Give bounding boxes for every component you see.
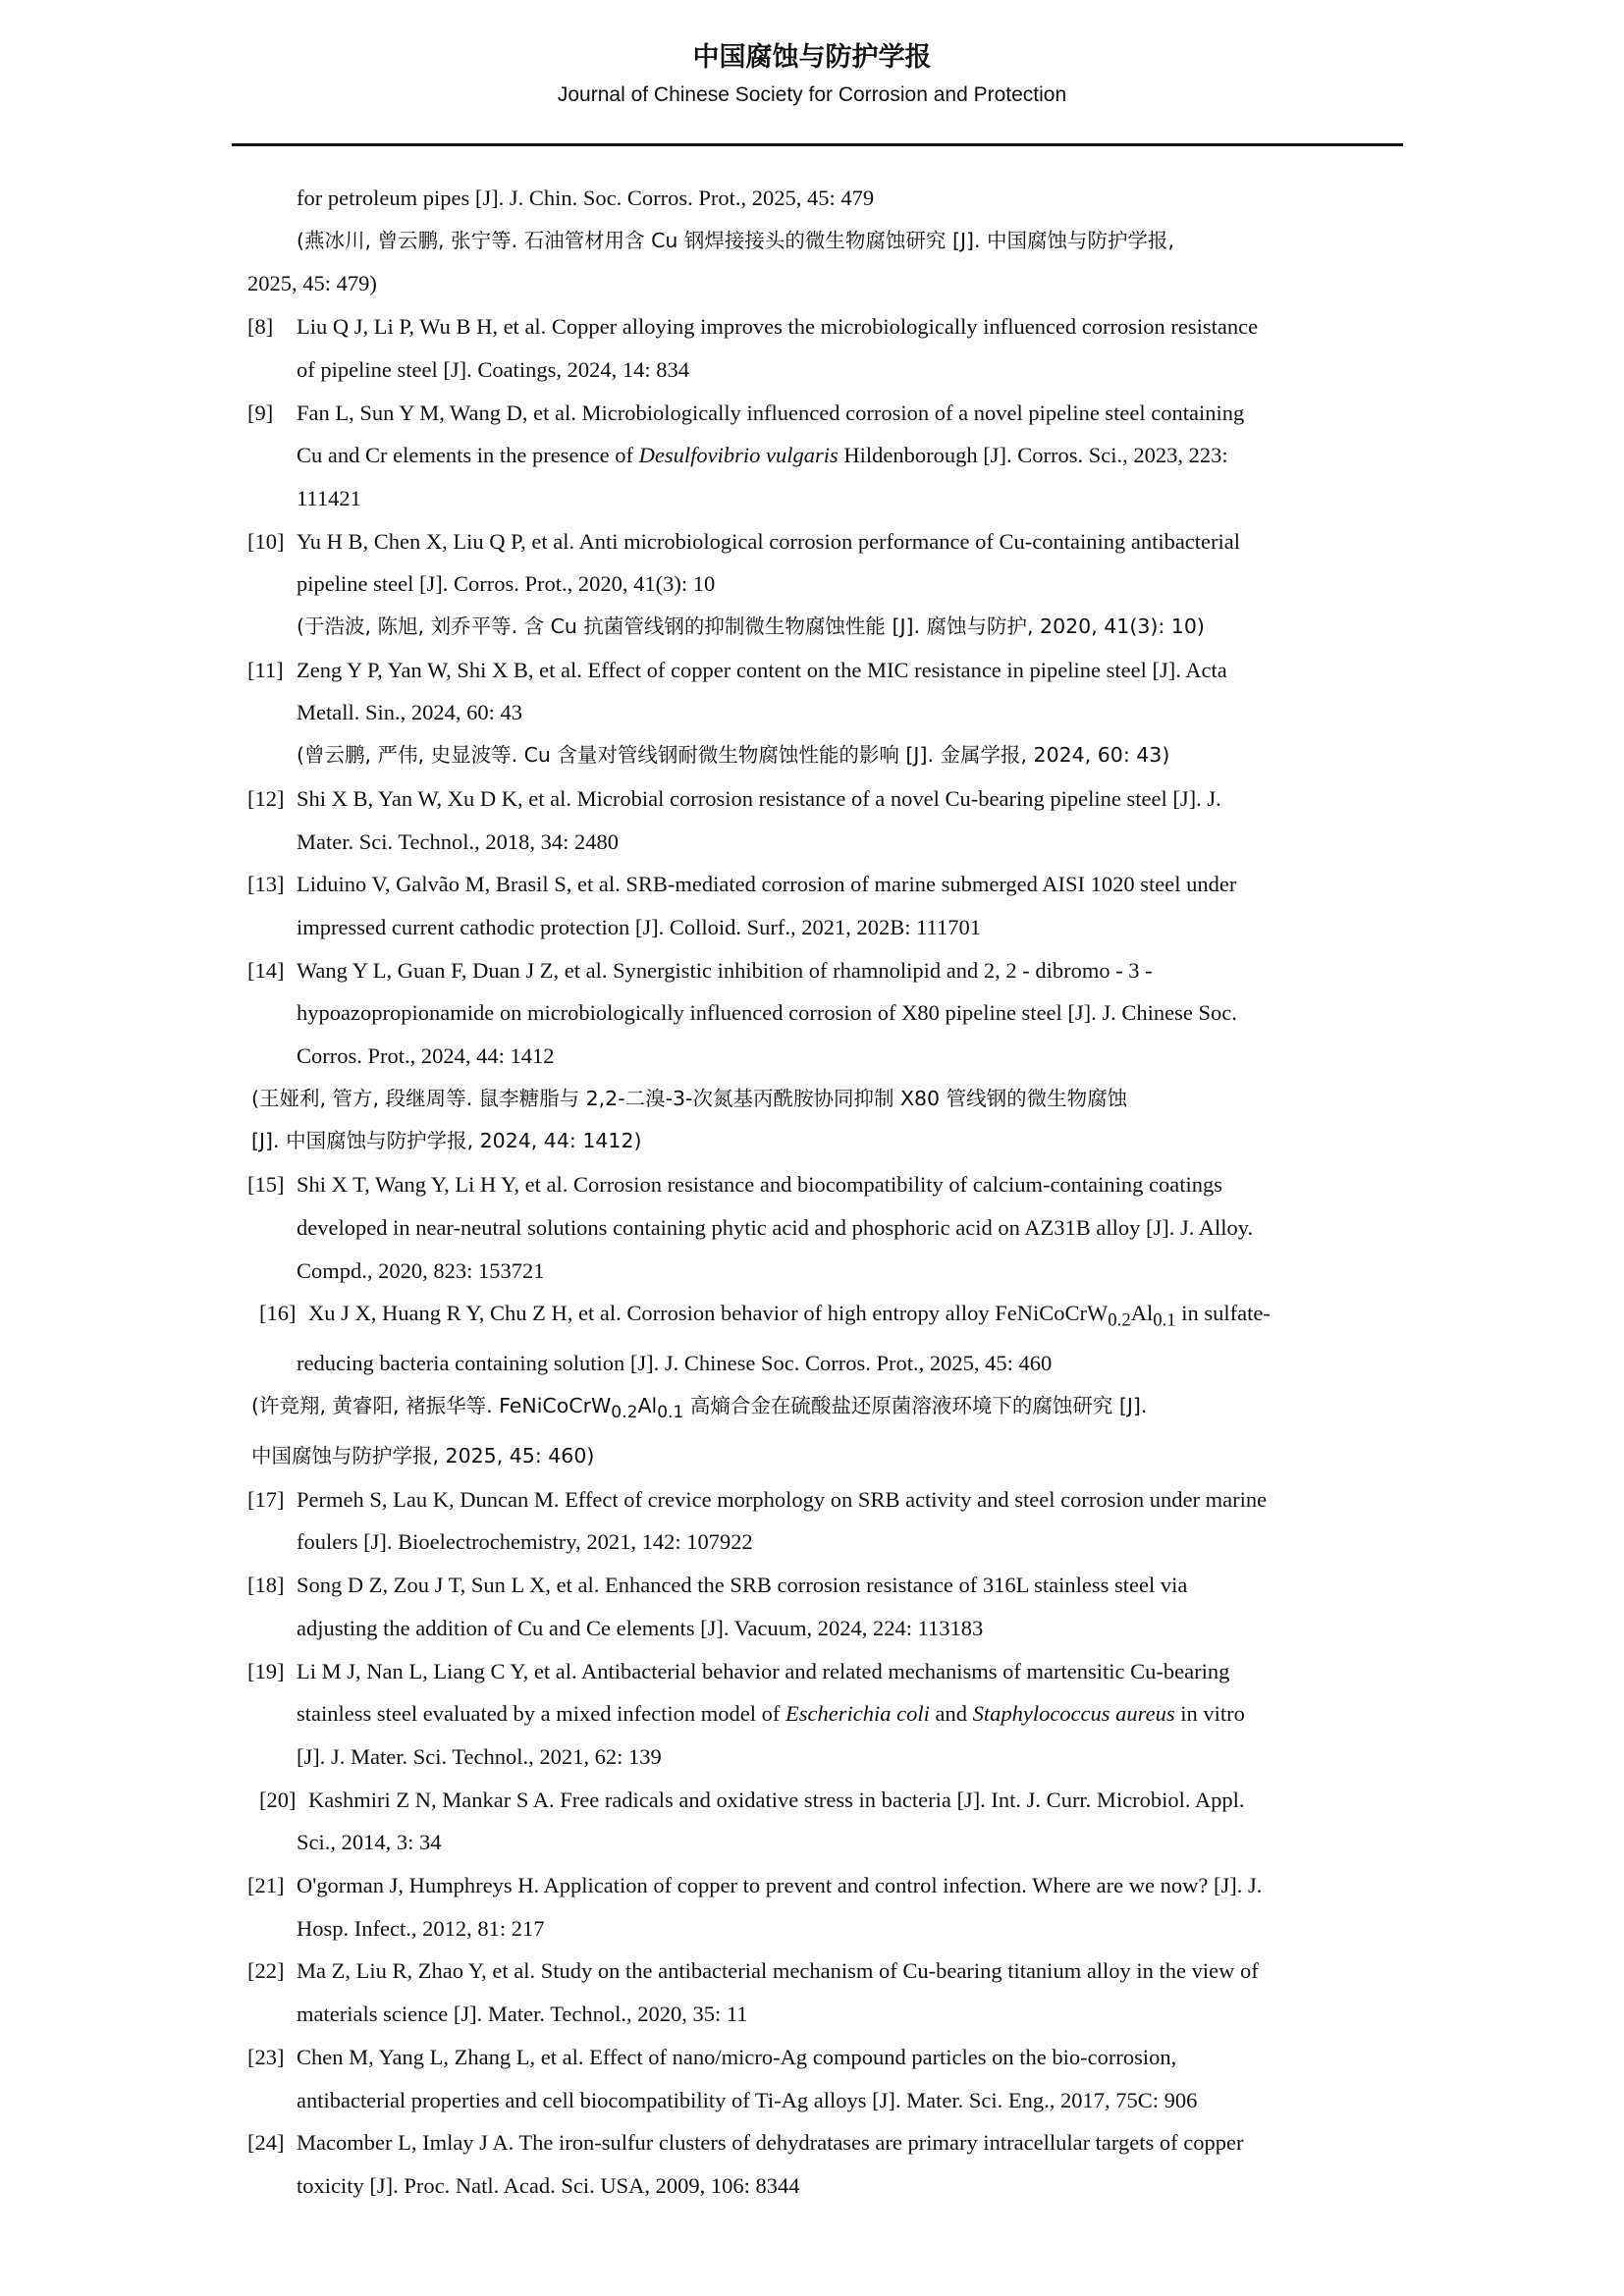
reference-text: stainless steel evaluated by a mixed infection model of: [297, 1701, 785, 1727]
reference-text: in vitro: [1174, 1701, 1245, 1727]
reference-line-cn: 中国腐蚀与防护学报, 2025, 45: 460): [251, 1443, 595, 1468]
reference-number: [16]: [259, 1301, 297, 1326]
reference-number: [13]: [247, 872, 285, 897]
reference-number: [17]: [247, 1486, 285, 1512]
reference-line: Shi X T, Wang Y, Li H Y, et al. Corrosion resistance and biocompatibility of calcium-containing coatings: [297, 1172, 1223, 1198]
reference-item-12: [247, 777, 1396, 863]
reference-item-21: [247, 1864, 1396, 1949]
reference-number: [12]: [247, 785, 285, 811]
reference-number: [18]: [247, 1573, 285, 1598]
reference-line: Wang Y L, Guan F, Duan J Z, et al. Synergistic inhibition of rhamnolipid and 2, 2 - dibromo - 3 -: [297, 957, 1153, 983]
subscript: 0.2: [611, 1403, 638, 1423]
reference-item-14: [247, 949, 1396, 1164]
reference-line: pipeline steel [J]. Corros. Prot., 2020, 41(3): 10: [297, 571, 716, 597]
reference-line: Kashmiri Z N, Mankar S A. Free radicals and oxidative stress in bacteria [J]. Int. J. Curr. Microbiol. Appl.: [308, 1787, 1245, 1812]
reference-line: Shi X B, Yan W, Xu D K, et al. Microbial corrosion resistance of a novel Cu-bearing pipeline steel [J]. J.: [297, 785, 1221, 811]
reference-number: [8]: [247, 314, 274, 340]
reference-item-13: [247, 863, 1396, 948]
reference-line: [308, 1292, 1396, 1342]
species-name: Staphylococcus aureus: [972, 1701, 1175, 1727]
reference-line: Macomber L, Imlay J A. The iron-sulfur clusters of dehydratases are primary intracellular targets of copper: [297, 2130, 1244, 2156]
reference-number: [22]: [247, 1958, 285, 1984]
reference-line-cn: (曾云鹏, 严伟, 史显波等. Cu 含量对管线钢耐微生物腐蚀性能的影响 [J]. 金属学报, 2024, 60: 43): [297, 743, 1170, 768]
reference-text: Cu and Cr elements in the presence of: [297, 443, 639, 468]
reference-line: impressed current cathodic protection [J]. Colloid. Surf., 2021, 202B: 111701: [297, 914, 981, 939]
reference-number: [23]: [247, 2044, 285, 2069]
reference-line: for petroleum pipes [J]. J. Chin. Soc. Corros. Prot., 2025, 45: 479: [297, 186, 875, 210]
reference-number: [20]: [259, 1787, 297, 1812]
reference-line: O'gorman J, Humphreys H. Application of copper to prevent and control infection. Where are we now? [J]. J.: [297, 1873, 1263, 1898]
reference-line: Permeh S, Lau K, Duncan M. Effect of crevice morphology on SRB activity and steel corrosion under marine: [297, 1486, 1268, 1512]
reference-number: [24]: [247, 2130, 285, 2156]
reference-item-22: [247, 1949, 1396, 2035]
reference-line: [297, 1692, 1396, 1735]
reference-line: Yu H B, Chen X, Liu Q P, et al. Anti microbiological corrosion performance of Cu-containing antibacterial: [297, 528, 1241, 554]
reference-line: 2025, 45: 479): [247, 271, 377, 296]
reference-line: Song D Z, Zou J T, Sun L X, et al. Enhanced the SRB corrosion resistance of 316L stainless steel via: [297, 1573, 1188, 1598]
reference-line: Fan L, Sun Y M, Wang D, et al. Microbiologically influenced corrosion of a novel pipeline steel containing: [297, 400, 1245, 425]
reference-item-9: [247, 392, 1396, 520]
header-rule: [232, 143, 1403, 146]
reference-line-cn: [251, 1385, 1396, 1435]
reference-text: in sulfate-: [1175, 1301, 1271, 1326]
reference-number: [11]: [247, 657, 284, 682]
reference-line: materials science [J]. Mater. Technol., 2020, 35: 11: [297, 2002, 748, 2027]
reference-number: [14]: [247, 957, 285, 983]
reference-number: [10]: [247, 528, 285, 554]
reference-list: [247, 177, 1396, 2208]
reference-text: Hildenborough [J]. Corros. Sci., 2023, 223:: [838, 443, 1228, 468]
reference-item-17: [247, 1478, 1396, 1564]
reference-line: antibacterial properties and cell biocompatibility of Ti-Ag alloys [J]. Mater. Sci. Eng., 2017, 75C: 906: [297, 2087, 1198, 2112]
species-name: Escherichia coli: [785, 1701, 930, 1727]
reference-line: toxicity [J]. Proc. Natl. Acad. Sci. USA, 2009, 106: 8344: [297, 2172, 800, 2198]
reference-number: [21]: [247, 1873, 285, 1898]
reference-item-24: [247, 2121, 1396, 2207]
reference-item-7-continued: [247, 177, 1396, 305]
reference-line: Metall. Sin., 2024, 60: 43: [297, 700, 522, 725]
reference-line: Sci., 2014, 3: 34: [297, 1830, 442, 1855]
reference-item-11: [247, 649, 1396, 777]
reference-text: Al: [1130, 1301, 1154, 1326]
reference-line: foulers [J]. Bioelectrochemistry, 2021, 142: 107922: [297, 1529, 753, 1555]
reference-line: [297, 434, 1396, 477]
reference-item-8: [247, 305, 1396, 391]
species-name: Desulfovibrio vulgaris: [638, 443, 839, 468]
reference-item-18: [247, 1564, 1396, 1649]
reference-line: Corros. Prot., 2024, 44: 1412: [297, 1043, 555, 1069]
reference-line-cn: (王娅利, 管方, 段继周等. 鼠李糖脂与 2,2-二溴-3-次氮基丙酰胺协同抑制 X80 管线钢的微生物腐蚀: [251, 1086, 1128, 1110]
reference-line: reducing bacteria containing solution [J]. J. Chinese Soc. Corros. Prot., 2025, 45: 460: [297, 1351, 1053, 1376]
reference-line: Chen M, Yang L, Zhang L, et al. Effect of nano/micro-Ag compound particles on the bio-corrosion,: [297, 2044, 1177, 2069]
subscript: 0.1: [1153, 1309, 1176, 1331]
subscript: 0.1: [657, 1403, 684, 1423]
reference-text: (许竞翔, 黄睿阳, 褚振华等. FeNiCoCrW: [251, 1394, 612, 1418]
reference-line: Mater. Sci. Technol., 2018, 34: 2480: [297, 828, 619, 854]
reference-number: [15]: [247, 1172, 285, 1198]
reference-line: 111421: [297, 485, 361, 510]
reference-line-cn: (燕冰川, 曾云鹏, 张宁等. 石油管材用含 Cu 钢焊接接头的微生物腐蚀研究 [J]. 中国腐蚀与防护学报,: [297, 228, 1175, 252]
reference-text: 高熵合金在硫酸盐还原菌溶液环境下的腐蚀研究 [J].: [683, 1394, 1148, 1418]
reference-item-23: [247, 2036, 1396, 2121]
reference-line: of pipeline steel [J]. Coatings, 2024, 14: 834: [297, 356, 689, 382]
reference-item-16: [247, 1292, 1396, 1477]
reference-line: [J]. J. Mater. Sci. Technol., 2021, 62: 139: [297, 1743, 662, 1769]
reference-line: Compd., 2020, 823: 153721: [297, 1257, 545, 1283]
reference-text: Al: [637, 1394, 658, 1418]
reference-line: Liduino V, Galvão M, Brasil S, et al. SRB-mediated corrosion of marine submerged AISI 1020 steel under: [297, 872, 1237, 897]
subscript: 0.2: [1108, 1309, 1131, 1331]
reference-number: [9]: [247, 400, 274, 425]
reference-text: and: [929, 1701, 973, 1727]
reference-line: Liu Q J, Li P, Wu B H, et al. Copper alloying improves the microbiologically influenced corrosion resistance: [297, 314, 1259, 340]
reference-line: Hosp. Infect., 2012, 81: 217: [297, 1915, 545, 1941]
reference-item-15: [247, 1163, 1396, 1292]
reference-item-19: [247, 1650, 1396, 1779]
reference-number: [19]: [247, 1658, 285, 1683]
reference-line: Ma Z, Liu R, Zhao Y, et al. Study on the antibacterial mechanism of Cu-bearing titanium alloy in the view of: [297, 1958, 1259, 1984]
reference-text: Xu J X, Huang R Y, Chu Z H, et al. Corrosion behavior of high entropy alloy FeNiCoCrW: [308, 1301, 1109, 1326]
reference-line: Zeng Y P, Yan W, Shi X B, et al. Effect of copper content on the MIC resistance in pipeline steel [J]. Acta: [297, 657, 1227, 682]
reference-line: developed in near-neutral solutions containing phytic acid and phosphoric acid on AZ31B alloy [J]. J. Alloy.: [297, 1214, 1254, 1240]
reference-item-20: [247, 1779, 1396, 1864]
reference-line: hypoazopropionamide on microbiologically influenced corrosion of X80 pipeline steel [J]. J. Chinese Soc.: [297, 1000, 1237, 1026]
journal-title-cn: 中国腐蚀与防护学报: [692, 42, 932, 73]
reference-line: Li M J, Nan L, Liang C Y, et al. Antibacterial behavior and related mechanisms of martensitic Cu-bearing: [297, 1658, 1230, 1683]
reference-line: adjusting the addition of Cu and Ce elements [J]. Vacuum, 2024, 224: 113183: [297, 1615, 984, 1640]
reference-item-10: [247, 520, 1396, 649]
reference-line-cn: (于浩波, 陈旭, 刘乔平等. 含 Cu 抗菌管线钢的抑制微生物腐蚀性能 [J]. 腐蚀与防护, 2020, 41(3): 10): [297, 614, 1205, 639]
reference-line-cn: [J]. 中国腐蚀与防护学报, 2024, 44: 1412): [251, 1129, 642, 1153]
journal-header: [0, 35, 1624, 110]
journal-title-en: Journal of Chinese Society for Corrosion and Protection: [557, 83, 1067, 106]
